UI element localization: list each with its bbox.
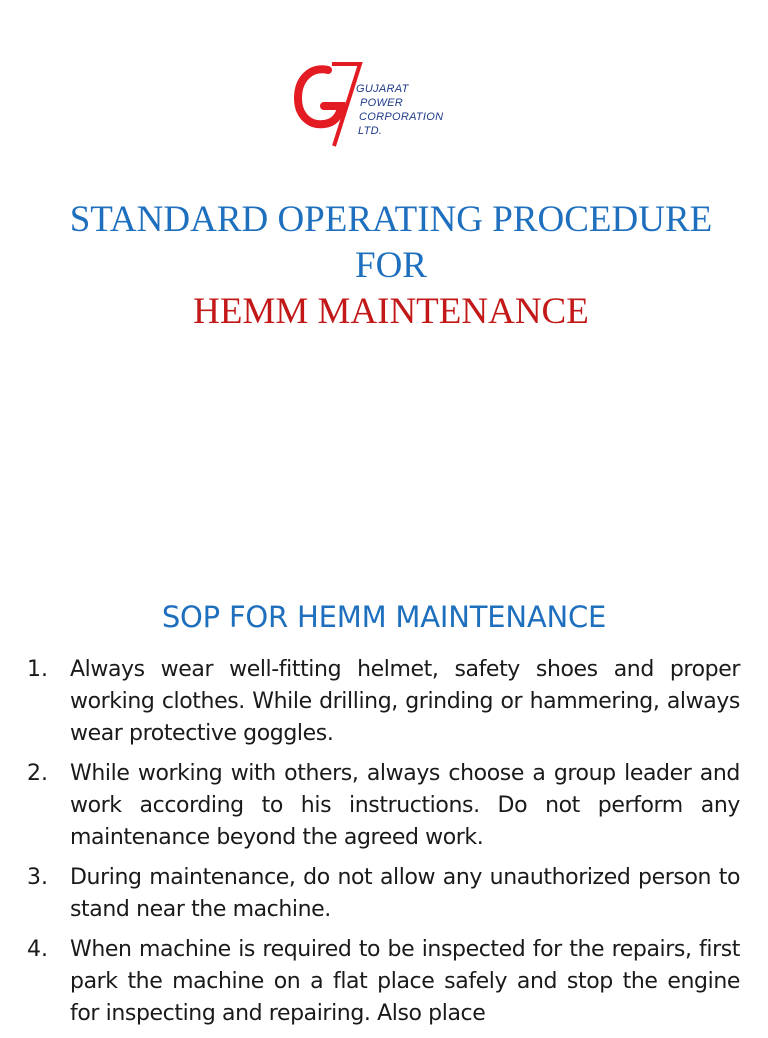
logo-line-1: GUJARAT — [356, 83, 409, 95]
list-item — [0, 934, 768, 1030]
sop-slide — [0, 572, 768, 1024]
logo-line-3: CORPORATION — [359, 111, 444, 123]
list-item-text: Always wear well-fitting helmet, safety shoes and proper working clothes. While drilling, grinding or hammering, always wear protective goggles. — [70, 657, 740, 746]
list-item-number: 4. — [27, 937, 48, 962]
cover-title-line-2: FOR — [355, 245, 427, 286]
list-item — [0, 862, 768, 926]
cover-title-line-1: STANDARD OPERATING PROCEDURE — [69, 199, 713, 240]
list-item-text: When machine is required to be inspected for the repairs, first park the machine on a flat place safely and stop the engine for inspecting and repairing. Also place — [70, 937, 740, 1026]
sop-list — [0, 654, 768, 1038]
list-item-text: While working with others, always choose a group leader and work according to his instructions. Do not perform any maintenance beyond the agreed work. — [70, 761, 740, 850]
logo-line-2: POWER — [360, 97, 404, 109]
list-item — [0, 758, 768, 854]
sop-heading: SOP FOR HEMM MAINTENANCE — [161, 600, 607, 634]
cover-title-line-3: HEMM MAINTENANCE — [193, 291, 589, 332]
list-item-number: 2. — [27, 761, 48, 786]
list-item-number: 1. — [27, 657, 48, 682]
company-logo — [294, 54, 444, 150]
logo-text — [356, 82, 443, 138]
list-item — [0, 654, 768, 750]
list-item-number: 3. — [27, 865, 48, 890]
gpcl-logo-icon — [294, 54, 364, 150]
logo-line-4: LTD. — [358, 125, 383, 137]
list-item-text: During maintenance, do not allow any unauthorized person to stand near the machine. — [70, 865, 740, 922]
